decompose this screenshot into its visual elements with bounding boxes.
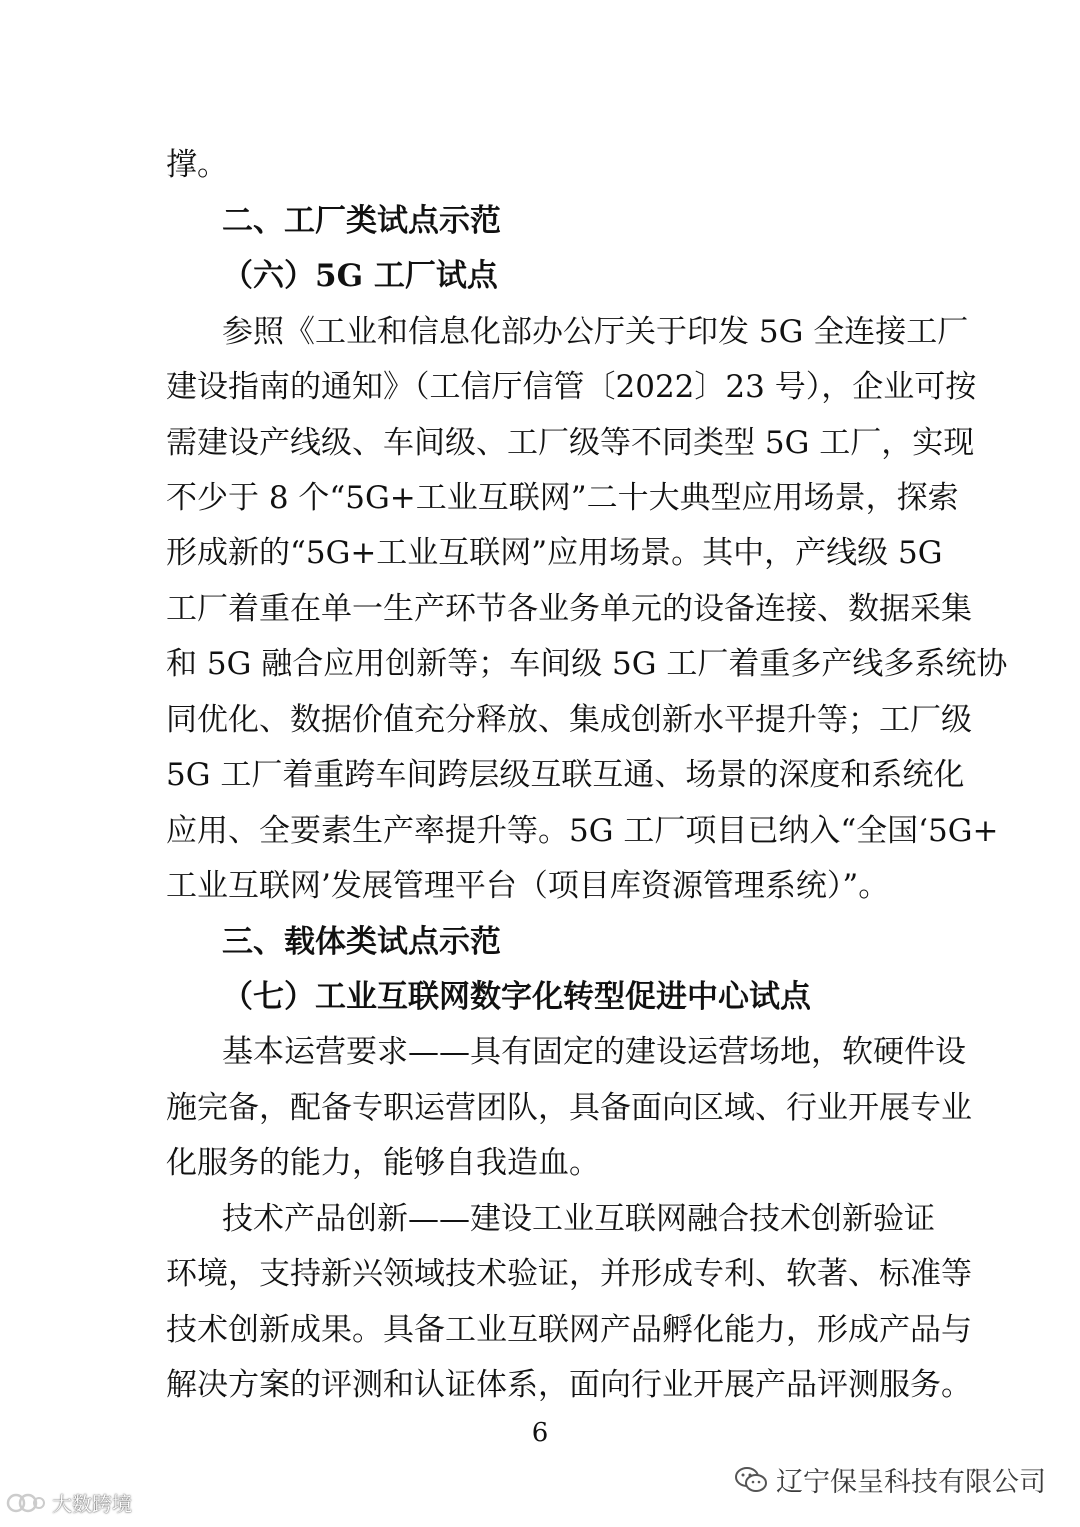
paragraph-line: 应用、全要素生产率提升等。5G 工厂项目已纳入“全国‘5G+ (166, 813, 999, 849)
paragraph-line: 施完备，配备专职运营团队，具备面向区域、行业开展专业 (166, 1090, 972, 1126)
paragraph-line: 基本运营要求——具有固定的建设运营场地，软硬件设 (222, 1034, 966, 1070)
paragraph-line: 解决方案的评测和认证体系，面向行业开展产品评测服务。 (166, 1367, 972, 1403)
paragraph-line: 需建设产线级、车间级、工厂级等不同类型 5G 工厂，实现 (166, 425, 975, 461)
paragraph-line: 化服务的能力，能够自我造血。 (166, 1145, 600, 1181)
paragraph-line: 技术产品创新——建设工业互联网融合技术创新验证 (222, 1201, 935, 1237)
paragraph-line: 工厂着重在单一生产环节各业务单元的设备连接、数据采集 (166, 591, 972, 627)
text-line: 撑。 (166, 147, 228, 183)
paragraph-line: 参照《工业和信息化部办公厅关于印发 5G 全连接工厂 (222, 314, 969, 350)
page-number: 6 (531, 1418, 549, 1448)
paragraph-line: 建设指南的通知》（工信厅信管〔2022〕23 号），企业可按 (166, 369, 977, 405)
subsection-heading: （六）5G 工厂试点 (222, 258, 498, 294)
wechat-watermark (734, 1460, 1046, 1499)
paragraph-line: 不少于 8 个“5G+工业互联网”二十大典型应用场景，探索 (166, 480, 959, 516)
watermark-brand: 大数跨境 (52, 1492, 132, 1516)
section-heading: 三、载体类试点示范 (222, 924, 501, 960)
paragraph-line: 同优化、数据价值充分释放、集成创新水平提升等；工厂级 (166, 702, 972, 738)
corner-watermark (6, 1488, 132, 1517)
paragraph-line: 形成新的“5G+工业互联网”应用场景。其中，产线级 5G (166, 535, 943, 571)
rings-icon (6, 1492, 46, 1514)
paragraph-line: 技术创新成果。具备工业互联网产品孵化能力，形成产品与 (166, 1312, 972, 1348)
paragraph-line: 和 5G 融合应用创新等；车间级 5G 工厂着重多产线多系统协 (166, 646, 1008, 682)
paragraph-line: 5G 工厂着重跨车间跨层级互联互通、场景的深度和系统化 (166, 757, 965, 793)
wechat-icon (734, 1466, 768, 1494)
paragraph-line: 环境，支持新兴领域技术验证，并形成专利、软著、标准等 (166, 1256, 972, 1292)
section-heading: 二、工厂类试点示范 (222, 203, 501, 239)
watermark-company: 辽宁保呈科技有限公司 (776, 1467, 1046, 1498)
subsection-heading: （七）工业互联网数字化转型促进中心试点 (222, 979, 811, 1015)
paragraph-line: 工业互联网’发展管理平台（项目库资源管理系统）”。 (166, 868, 890, 904)
